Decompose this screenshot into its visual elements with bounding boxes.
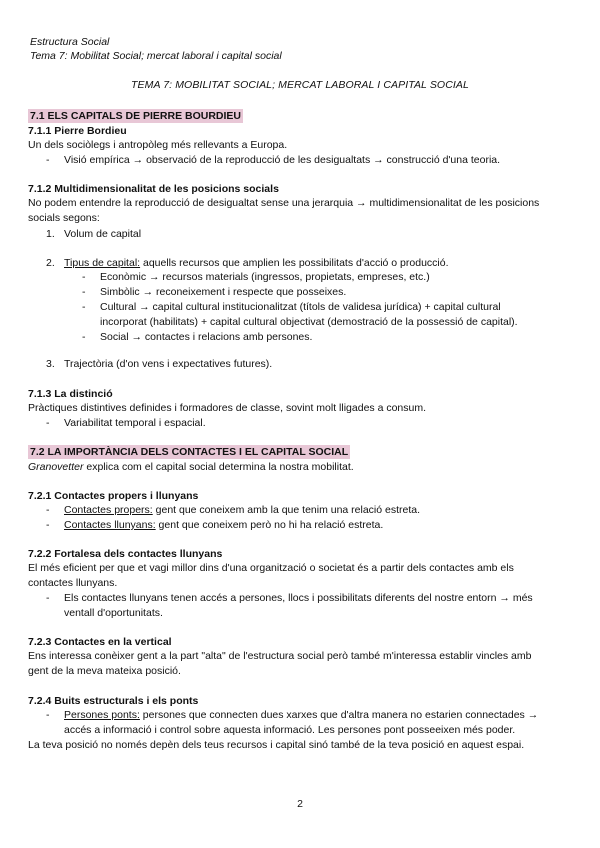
document-title: TEMA 7: MOBILITAT SOCIAL; MERCAT LABORAL I CAPITAL SOCIAL (131, 79, 469, 91)
page-number: 2 (297, 798, 303, 810)
paragraph: El més eficient per que et vagi millor dins d'una organització o societat és a partir dels contactes amb els (28, 562, 514, 574)
subsection-title-7-2-3: 7.2.3 Contactes en la vertical (28, 636, 172, 648)
paragraph: gent de la meva mateixa posició. (28, 665, 181, 677)
subsection-title-7-1-1: 7.1.1 Pierre Bordieu (28, 125, 127, 137)
list-item-continuation: accés a informació i control sobre aquesta informació. Les persones pont posseeixen més poder. (64, 724, 516, 736)
paragraph: Granovetter explica com el capital social determina la nostra mobilitat. (28, 461, 354, 473)
list-item-continuation: incorporat (habilitats) + capital cultural objectivat (demostració de la possessió de capital). (100, 316, 518, 328)
subsection-title-7-2-2: 7.2.2 Fortalesa dels contactes llunyans (28, 548, 223, 560)
subsection-title-7-2-4: 7.2.4 Buits estructurals i els ponts (28, 695, 199, 707)
paragraph: Pràctiques distintives definides i formadores de classe, sovint molt lligades a consum. (28, 402, 427, 414)
paragraph: La teva posició no només depèn dels teus recursos i capital sinó també de la teva posició en aquest espai. (28, 739, 525, 751)
subsection-title-7-2-1: 7.2.1 Contactes propers i llunyans (28, 490, 199, 502)
paragraph: No podem entendre la reproducció de desigualtat sense una jerarquia → multidimensionalitat de les posicions (28, 197, 540, 209)
section-heading-7-2: 7.2 LA IMPORTÀNCIA DELS CONTACTES I EL CAPITAL SOCIAL (30, 446, 349, 458)
paragraph: contactes llunyans. (28, 577, 118, 589)
subsection-title-7-1-3: 7.1.3 La distinció (28, 388, 113, 400)
paragraph: Un dels sociòlegs i antropòleg més rellevants a Europa. (28, 139, 288, 151)
paragraph: socials segons: (28, 212, 100, 224)
subsection-title-7-1-2: 7.1.2 Multidimensionalitat de les posicions socials (28, 183, 279, 195)
section-heading-7-1: 7.1 ELS CAPITALS DE PIERRE BOURDIEU (30, 110, 242, 122)
document-page: Estructura Social Tema 7: Mobilitat Social; mercat laboral i capital social TEMA 7: MOBILITAT SOCIAL; MERCAT LABORAL I CAPITAL SOCIAL 7.1 ELS CAPITALS DE PIERRE BOURDIEU 7.1.1 Pierre Bordieu Un dels sociòlegs i antropòleg més rellevants a Europa. - Visió empírica → observació de la reproducció de les desigualtats → construcció d'una teoria. 7.1.2 Multidimensionalitat de les posicions socials No podem entendre la reproducció de desigualtat sense una jerarquia → multidimensionalitat de les posicions socials segons: 1. Volum de capital 2. Tipus de capital: aquells recursos que amplien les possibilitats d'acció o producció. - Econòmic → recursos materials (ingressos, propietats, empreses, etc.) - Simbòlic → reconeixement i respecte que posseixes. - Cultural → capital cultural institucionalitzat (títols de validesa jurídica) + capital cultural incorporat (habilitats) + capital cultural objectivat (demostració de la possessió de capital). - Social → contactes i relacions amb persones. 3. Trajectòria (d'on vens i expectatives futures). 7.1.3 La distinció Pràctiques distintives definides i formadores de classe, sovint molt lligades a consum. - Variabilitat temporal i espacial. 7.2 LA IMPORTÀNCIA DELS CONTACTES I EL CAPITAL SOCIAL Granovetter explica com el capital social determina la nostra mobilitat. 7.2.1 Contactes propers i llunyans - Contactes propers: gent que coneixem amb la que tenim una relació estreta. - Contactes llunyans: gent que coneixem però no hi ha relació estreta. 7.2.2 Fortalesa dels contactes llunyans El més eficient per que et vagi millor dins d'una organització o societat és a partir dels contactes amb els contactes llunyans. - Els contactes llunyans tenen accés a persones, llocs i possibilitats diferents del nostre entorn → més ventall d'oportunitats. 7.2.3 Contactes en la vertical Ens interessa conèixer gent a la part "alta" de l'estructura social però també m'interessa establir vincles amb gent de la meva mateixa posició. 7.2.4 Buits estructurals i els ponts - Persones ponts: persones que connecten dues xarxes que d'altra manera no estarien connectades → accés a informació i control sobre aquesta informació. Les persones pont posseeixen més poder. La teva posició no només depèn dels teus recursos i capital sinó també de la teva posició en aquest espai. 2 (0, 0, 600, 848)
list-item-continuation: ventall d'oportunitats. (64, 607, 163, 619)
header-course: Estructura Social (30, 36, 110, 48)
header-topic: Tema 7: Mobilitat Social; mercat laboral i capital social (30, 50, 282, 62)
paragraph: Ens interessa conèixer gent a la part "alta" de l'estructura social però també m'interessa establir vincles amb (28, 650, 532, 662)
